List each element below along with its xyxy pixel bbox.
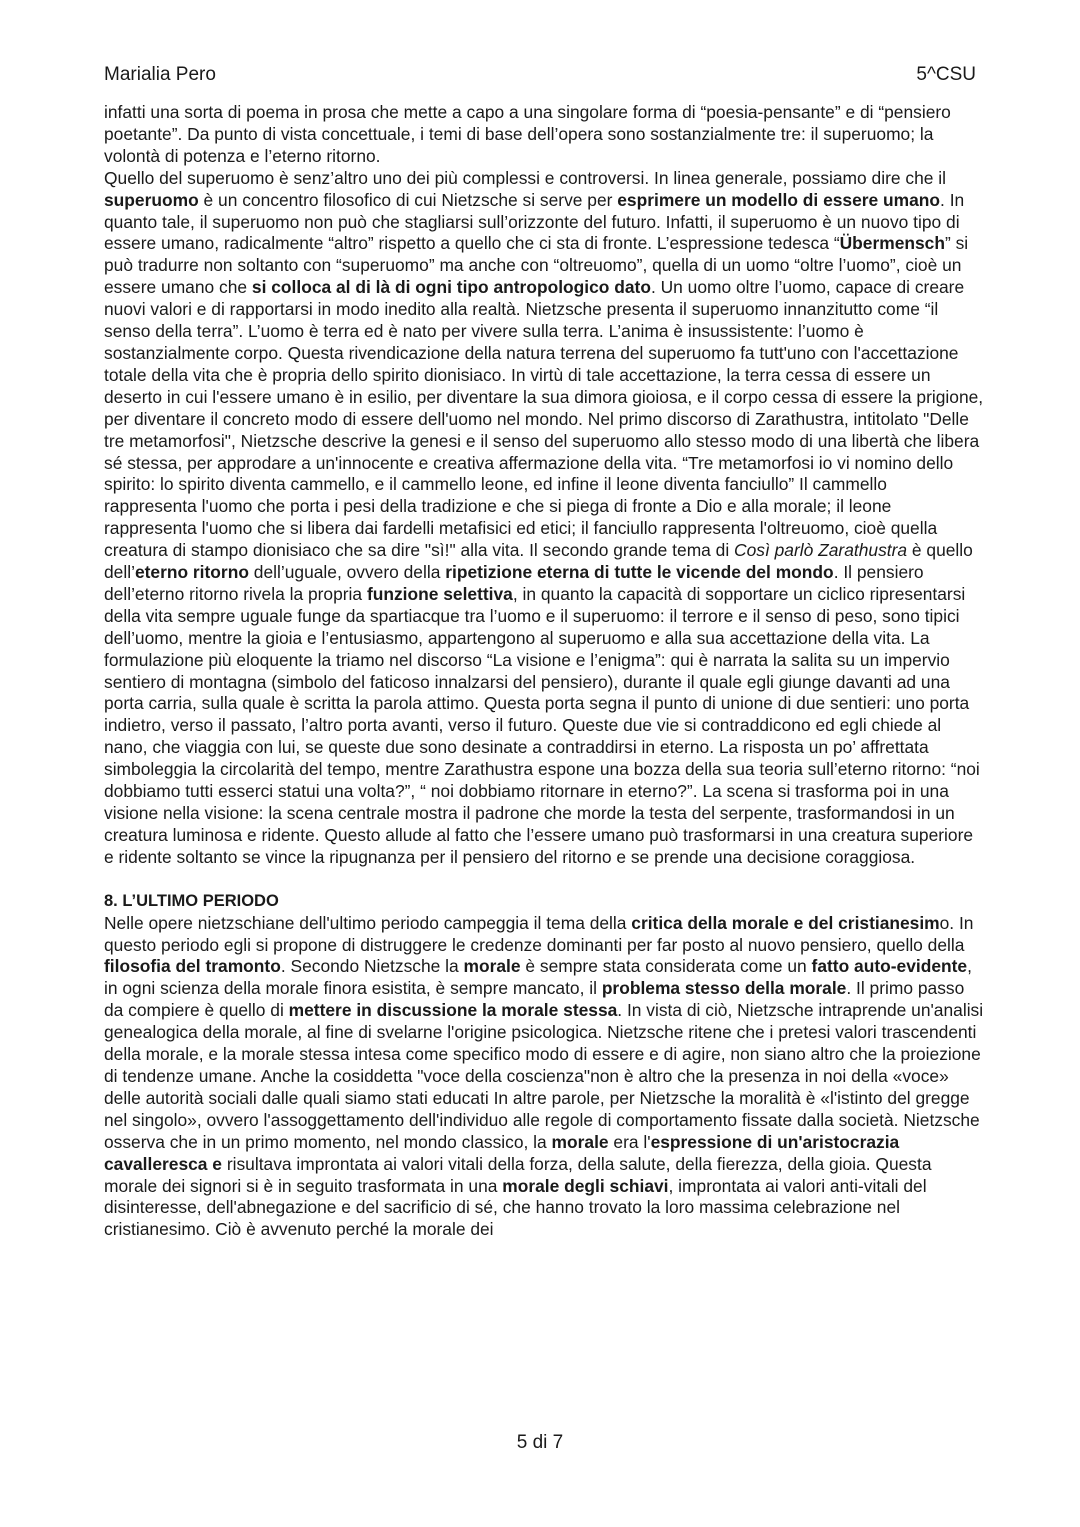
paragraph-intro <box>104 102 984 168</box>
bold-run: Übermensch <box>839 233 945 254</box>
text-run: , in quanto la capacità di sopportare un ciclico ripresentarsi della vita sempre uguale funge da spartiacque tra l’uomo e il superuomo: il terrore e il senso di peso, sono tipici dell’uomo, mentre la gioia e l’entusiasmo, appartengono al superuomo e alla sua accettazione della vita. La formulazione più eloquente la triamo nel discorso “La visione e l’enigma”: qui è narrata la salita su un impervio sentiero di montagna (simbolo del faticoso innalzarsi del pensiero), durante il quale egli giunge davanti ad una porta carria, sulla quale è scritta la parola attimo. Questa porta segna il punto di unione di due sentieri: uno porta indietro, verso il passato, l’altro porta avanti, verso il futuro. Queste due vie si contraddicono ed egli chiede al nano, che viaggia con lui, se queste due sono desinate a contraddirsi in eterno. La risposta un po’ affrettata simboleggia la circolarità del tempo, mentre Zarathustra espone una bozza della sua teoria sull’eterno ritorno: “noi dobbiamo tutti esserci statui una volta?”, “ noi dobbiamo ritornare in eterno?”. La scena si trasforma poi in una visione nella visione: la scena centrale mostra il padrone che morde la testa del serpente, trasformandosi in un creatura luminosa e ridente. Questo allude al fatto che l’essere umano può trasformarsi in una creatura superiore e ridente soltanto se vince la ripugnanza per il pensiero del ritorno e se prende una decisione coraggiosa. <box>104 583 980 867</box>
text-run: Nelle opere nietzschiane dell'ultimo periodo campeggia il tema della <box>104 912 632 933</box>
bold-run: superuomo <box>104 189 199 210</box>
text-run: . In quanto tale, il superuomo non può che stagliarsi sull’orizzonte del futuro. Infatti, il superuomo è un nuovo tipo di essere umano, radicalmente “altro” rispetto a quello che ci sta di fronte. L’espressione tedesca “ <box>104 189 965 254</box>
bold-run: morale <box>463 956 521 977</box>
text-run: o. In questo periodo egli si propone di distruggere le credenze dominanti per far posto al nuovo pensiero, quello della <box>104 912 974 955</box>
italic-run: Così parlò Zarathustra <box>734 540 908 561</box>
bold-run: critica della morale e del cristianesim <box>631 912 940 933</box>
text-run: era l' <box>608 1131 651 1152</box>
text-run: . Secondo Nietzsche la <box>280 956 464 977</box>
paragraph-ultimo-periodo <box>104 913 984 1242</box>
bold-run: funzione selettiva <box>366 583 513 604</box>
bold-run: morale degli schiavi <box>502 1175 669 1196</box>
text-run: . In vista di ciò, Nietzsche intraprende un'analisi genealogica della morale, al fine di svelarne l'origine psicologica. Nietzsche ritene che i pretesi valori trascendenti della morale, e la morale stessa intesa come specifico modo di essere e di agire, non siano altro che la proiezione di tendenze umane. Anche la cosiddetta "voce della coscienza"non è altro che la presenza in noi della «voce» delle autorità sociali dalle quali siamo stati educati In altre parole, per Nietzsche la moralità è «l'istinto del gregge nel singolo», ovvero l'assoggettamento dell'individuo alle regole di comportamento fissate dalla società. Nietzsche osserva che in un primo momento, nel mondo classico, la <box>104 1000 984 1152</box>
text-run: . Un uomo oltre l’uomo, capace di creare nuovi valori e di rapportarsi in modo inedito alla realtà. Nietzsche presenta il superuomo innanzitutto come “il senso della terra”. L’uomo è terra ed è nato per vivere sulla terra. L’anima è insussistente: l’uomo è sostanzialmente corpo. Questa rivendicazione della natura terrena del superuomo fa tutt'uno con l'accettazione totale della vita che è propria dello spirito dionisiaco. In virtù di tale accettazione, la terra cessa di essere un deserto in cui l'essere umano è in esilio, per diventare la sua dimora gioiosa, e il corpo cessa di essere la prigione, per diventare il concreto modo di essere dell'uomo nel mondo. Nel primo discorso di Zarathustra, intitolato "Delle tre metamorfosi", Nietzsche descrive la genesi e il senso del superuomo allo stesso modo di una libertà che libera sé stessa, per approdare a un'innocente e creativa affermazione della vita. “Tre metamorfosi io vi nomino dello spirito: lo spirito diventa cammello, e il cammello leone, ed infine il leone diventa fanciullo” Il cammello rappresenta l'uomo che porta i pesi della tradizione e che si piega di fronte a Dio e alla morale; il leone rappresenta l'uomo che si libera dai fardelli metafisici ed etici; il fanciullo rappresenta l'oltreuomo, cioè quella creatura di stampo dionisiaco che sa dire "sì!" alla vita. Il secondo grande tema di <box>104 277 984 561</box>
bold-run: eterno ritorno <box>134 562 249 583</box>
text-run: Quello del superuomo è senz’altro uno dei più complessi e controversi. In linea generale, possiamo dire che il <box>104 167 946 188</box>
text-run: ” si può tradurre non soltanto con “superuomo” ma anche con “oltreuomo”, quella di un uomo “oltre l’uomo”, cioè un essere umano che <box>104 233 969 298</box>
text-run: . Il pensiero dell’eterno ritorno rivela la propria <box>104 562 924 604</box>
text-run: infatti una sorta di poema in prosa che mette a capo a una singolare forma di “poesia-pensante” e di “pensiero poetante”. Da punto di vista concettuale, i temi di base dell’opera sono sostanzialmente tre: il superuomo; la volontà di potenza e l’eterno ritorno. <box>104 102 951 166</box>
class-label: 5^CSU <box>916 64 976 85</box>
bold-run: mettere in discussione la morale stessa <box>288 1000 618 1021</box>
document-body <box>104 102 984 1241</box>
bold-run: esprimere un modello di essere umano <box>617 189 941 210</box>
paragraph-superuomo <box>104 168 984 869</box>
text-run: dell’uguale, ovvero della <box>248 562 446 583</box>
paragraph-gap <box>104 869 984 891</box>
page-number: 5 di 7 <box>516 1432 564 1453</box>
text-run: , in ogni scienza della morale finora esistita, è sempre mancato, il <box>104 956 972 999</box>
text-run: risultava improntata ai valori vitali della forza, della salute, della fierezza, della gioia. Questa morale dei signori si è in seguito trasformata in una <box>104 1153 932 1196</box>
bold-run: espressione di un'aristocrazia cavalleresca e <box>104 1131 900 1174</box>
text-run: è quello dell’ <box>104 540 973 583</box>
text-run: . Il primo passo da compiere è quello di <box>104 978 965 1021</box>
section-title: 8. L’ULTIMO PERIODO <box>104 891 279 910</box>
page-header <box>104 64 976 90</box>
bold-run: problema stesso della morale <box>601 978 847 999</box>
author-name: Marialia Pero <box>104 64 216 85</box>
text-run: , improntata ai valori anti-vitali del disinteresse, dell'abnegazione e del sacrificio di sé, che hanno trovato la loro massima celebrazione nel cristianesimo. Ciò è avvenuto perché la morale dei <box>104 1175 927 1240</box>
bold-run: filosofia del tramonto <box>104 956 281 977</box>
bold-run: si colloca al di là di ogni tipo antropologico dato <box>251 277 651 298</box>
bold-run: ripetizione eterna di tutte le vicende del mondo <box>445 562 834 583</box>
text-run: è sempre stata considerata come un <box>520 956 812 977</box>
bold-run: fatto auto-evidente <box>811 956 968 977</box>
text-run: è un concentro filosofico di cui Nietzsche si serve per <box>198 189 618 210</box>
bold-run: morale <box>551 1131 609 1152</box>
